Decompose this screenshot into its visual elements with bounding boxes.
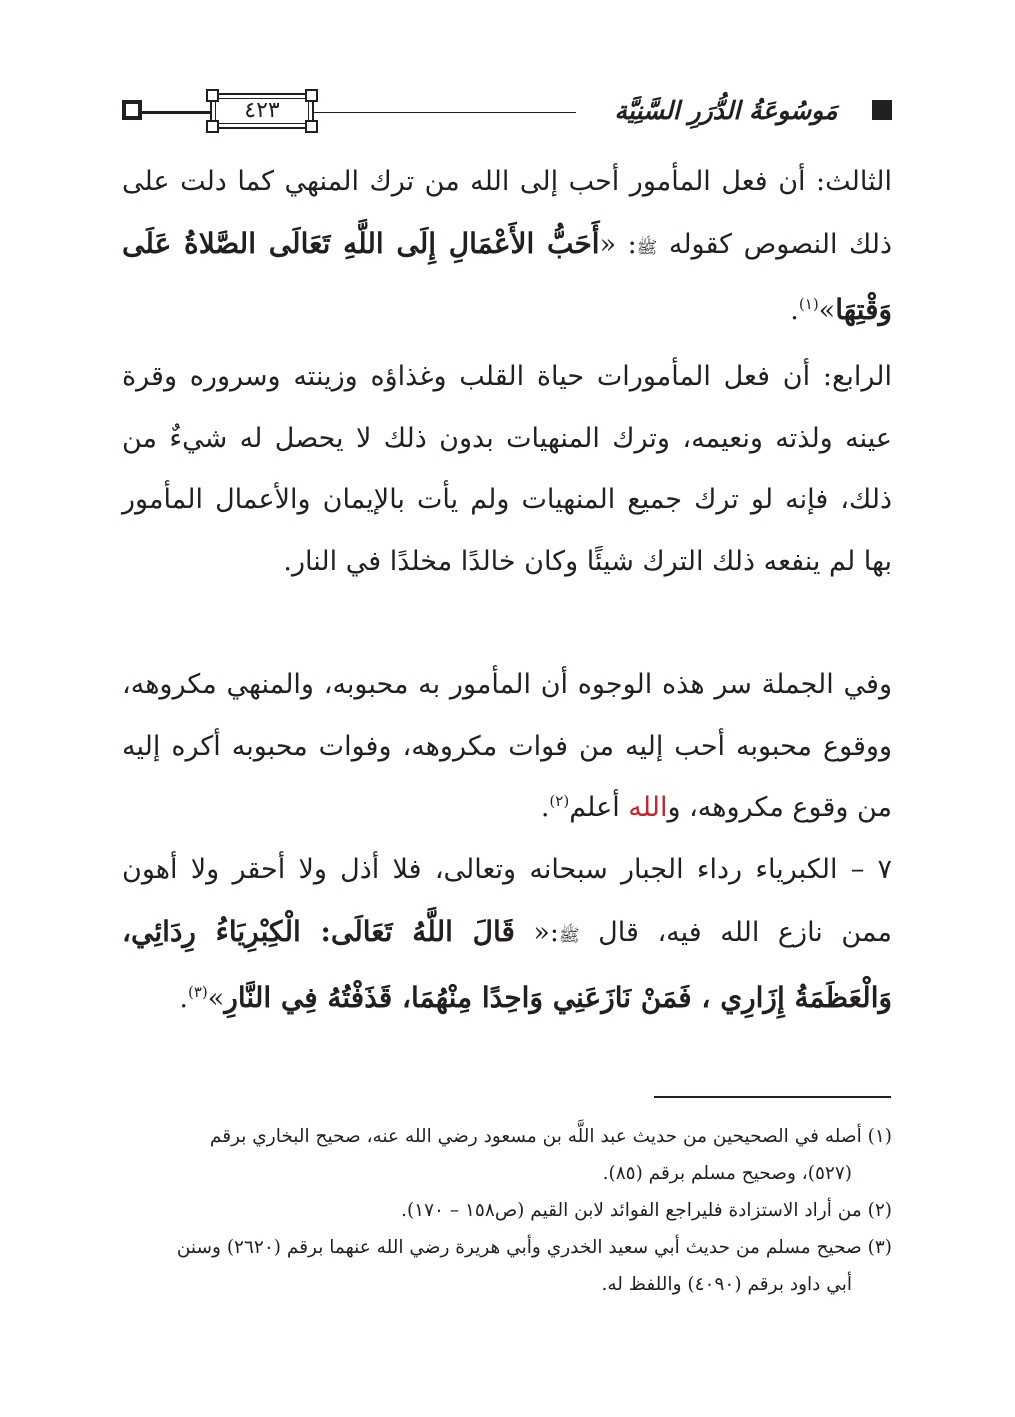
footnote-text: (١) أصله في الصحيحين من حديث عبد اللَّه بن مسعود رضي الله عنه، صحيح البخاري برقم bbox=[209, 1126, 892, 1147]
footnote-2 bbox=[122, 1192, 892, 1229]
quote-open: :« bbox=[514, 916, 560, 948]
frame-corner bbox=[305, 89, 318, 102]
book-title-frame bbox=[576, 88, 876, 132]
footnote-text: (٣) صحيح مسلم من حديث أبي سعيد الخدري وأبي هريرة رضي الله عنهما برقم (٢٦٢٠) وسنن bbox=[176, 1237, 892, 1258]
frame-corner bbox=[206, 120, 219, 133]
footnote-text: أبي داود برقم (٤٠٩٠) واللفظ له. bbox=[601, 1274, 852, 1295]
honorific: ﷺ bbox=[636, 237, 658, 258]
footnote-ref-2[interactable]: (٢) bbox=[549, 792, 570, 810]
paragraph-text: الثالث: أن فعل المأمور أحب إلى الله من ترك المنهي كما دلت على ذلك النصوص كقوله bbox=[122, 166, 892, 260]
footnote-1 bbox=[122, 1118, 892, 1155]
page-header bbox=[122, 92, 892, 132]
page-number-frame bbox=[210, 93, 314, 129]
header-solid-square bbox=[872, 100, 892, 120]
footnotes bbox=[122, 1118, 892, 1303]
honorific: ﷺ bbox=[559, 925, 580, 946]
footnote-ref-3[interactable]: (٣) bbox=[188, 983, 208, 1001]
sentence-end: . bbox=[179, 983, 188, 1014]
frame-corner bbox=[206, 89, 219, 102]
paragraph-item-7 bbox=[122, 839, 892, 1030]
quote-close: » bbox=[818, 295, 836, 326]
sentence-end: . bbox=[540, 792, 550, 823]
quote-open: : « bbox=[599, 228, 637, 260]
frame-corner bbox=[305, 120, 318, 133]
footnote-text: (٢) من أراد الاستزادة فليراجع الفوائد لابن القيم (ص١٥٨ – ١٧٠). bbox=[401, 1200, 892, 1221]
paragraph-text-tail: أعلم bbox=[569, 792, 629, 823]
paragraph-text: الرابع: أن فعل المأمورات حياة القلب وغذاؤه وزينته وسروره وقرة عينه ولذته ونعيمه، وترك المنهيات بدون ذلك لا يحصل له شيءٌ من ذلك، فإنه لو ترك جميع المنهيات ولم يأت بالإيمان والأعمال المأمور بها لم ينفعه ذلك الترك شيئًا وكان خالدًا مخلدًا في النار. bbox=[122, 361, 892, 577]
page-number: ٤٢٣ bbox=[244, 98, 280, 123]
paragraph-text: وفي الجملة سر هذه الوجوه أن المأمور به محبوبه، والمنهي مكروهه، ووقوع محبوبه أحب إليه من فوات مكروهه، وفوات محبوبه أكره إليه من وقوع مكروهه، و bbox=[122, 669, 892, 823]
paragraph-fourth-point bbox=[122, 346, 892, 592]
hadith-quote: أَحَبُّ الأَعْمَالِ إِلَى اللَّهِ تَعَالَى الصَّلاةُ عَلَى وَقْتِهَا bbox=[122, 226, 892, 326]
header-rule-left bbox=[142, 111, 210, 114]
paragraph-text: ٧ – الكبرياء رداء الجبار سبحانه وتعالى، فلا أذل ولا أحقر ولا أهون ممن نازع الله فيه، قال bbox=[122, 854, 892, 948]
footnote-separator bbox=[654, 1096, 891, 1098]
footnote-ref-1[interactable]: (١) bbox=[798, 295, 819, 313]
paragraph-third-point bbox=[122, 151, 892, 342]
sentence-end: . bbox=[790, 295, 799, 326]
header-hollow-square bbox=[122, 100, 142, 120]
book-title: مَوسُوعَةُ الدُّرَرِ السَّنِيَّة bbox=[614, 95, 838, 125]
divine-name: الله bbox=[628, 792, 668, 823]
quote-close: » bbox=[207, 983, 225, 1014]
header-rule-middle bbox=[314, 112, 576, 113]
paragraph-summary bbox=[122, 654, 892, 839]
footnote-3-continued bbox=[122, 1266, 892, 1303]
footnote-text: (٥٢٧)، وصحيح مسلم برقم (٨٥). bbox=[602, 1163, 852, 1184]
footnote-3 bbox=[122, 1229, 892, 1266]
hadith-quote: قَالَ اللَّهُ تَعَالَى: الْكِبْرِيَاءُ رِدَائِي، وَالْعَظَمَةُ إِزَارِي ، فَمَنْ نَازَعَنِي وَاحِدًا مِنْهُمَا، قَذَفْتُهُ فِي النَّارِ bbox=[122, 914, 892, 1014]
footnote-1-continued bbox=[122, 1155, 892, 1192]
